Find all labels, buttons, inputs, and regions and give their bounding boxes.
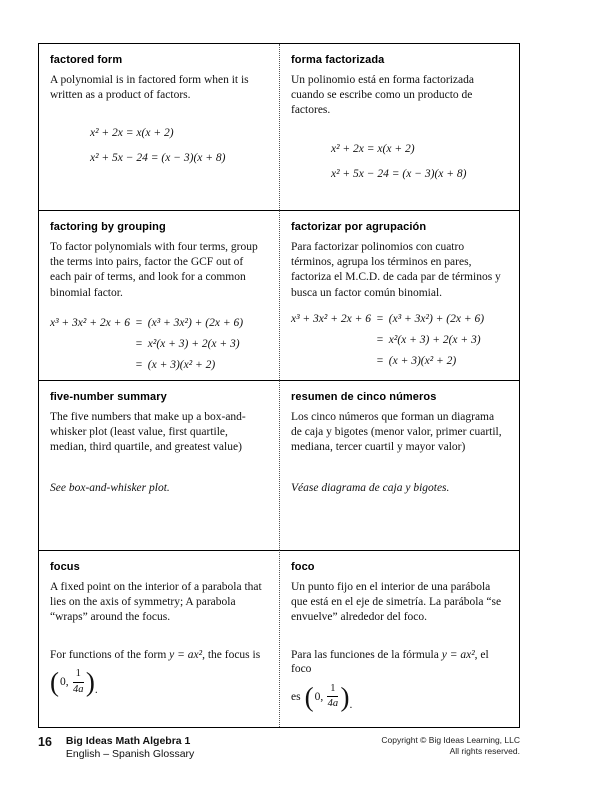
formula-math: y = ax² bbox=[441, 648, 475, 661]
close-paren: ) bbox=[85, 666, 95, 697]
definition-text: To factor polynomials with four terms, group the terms into pairs, factor the GCF out of each pair of terms, and look for a common binomial factor. bbox=[50, 241, 258, 299]
equals-sign: = bbox=[376, 333, 384, 346]
formula-sentence bbox=[291, 648, 507, 678]
equation-rhs: (x³ + 3x²) + (2x + 6) bbox=[147, 316, 244, 329]
cross-reference-note: Véase diagrama de caja y bigotes. bbox=[291, 481, 450, 494]
entry-resumen-cinco-numeros-es bbox=[279, 380, 519, 550]
entry-forma-factorizada-es bbox=[279, 44, 519, 210]
definition-text: Un punto fijo en el interior de una parábola que está en el eje de simetría. La parábola “se envuelve” alrededor del foco. bbox=[291, 581, 502, 624]
equation-rhs: x²(x + 3) + 2(x + 3) bbox=[147, 337, 240, 350]
cross-reference-note: See box-and-whisker plot. bbox=[50, 481, 170, 494]
definition-text: Para factorizar polinomios con cuatro términos, agrupa los términos en pares, factoriza el M.C.D. de cada par de términos y busca un factor común binomial. bbox=[291, 241, 501, 299]
term-heading: focus bbox=[50, 561, 80, 573]
equation-line: x² + 5x − 24 = (x − 3)(x + 8) bbox=[90, 152, 226, 165]
focus-point-expression bbox=[50, 668, 267, 695]
page-footer bbox=[38, 735, 520, 761]
footer-left bbox=[38, 735, 194, 761]
entry-factoring-by-grouping-en bbox=[39, 210, 279, 380]
equals-sign: = bbox=[135, 316, 143, 329]
formula-sentence-suffix: , el foco bbox=[291, 648, 489, 676]
book-title: Big Ideas Math Algebra 1 bbox=[65, 735, 191, 747]
footer-right bbox=[381, 735, 520, 757]
definition-text: A polynomial is in factored form when it is written as a product of factors. bbox=[50, 74, 249, 102]
copyright-line: Copyright © Big Ideas Learning, LLC bbox=[381, 735, 520, 745]
expression-lead-word: es bbox=[291, 690, 301, 703]
definition-text: A fixed point on the interior of a parabola that lies on the axis of symmetry; A parabola “wraps” around the focus. bbox=[50, 581, 262, 624]
entry-five-number-summary-en bbox=[39, 380, 279, 550]
formula-sentence bbox=[50, 648, 267, 663]
term-heading: forma factorizada bbox=[291, 54, 385, 66]
equals-sign: = bbox=[135, 358, 143, 371]
equation-rhs: x²(x + 3) + 2(x + 3) bbox=[388, 333, 481, 346]
glossary-table bbox=[38, 43, 520, 728]
sentence-period: . bbox=[349, 698, 353, 711]
equation-rhs: (x³ + 3x²) + (2x + 6) bbox=[388, 312, 485, 325]
fraction bbox=[327, 683, 338, 710]
equals-sign: = bbox=[376, 354, 384, 367]
equals-sign: = bbox=[135, 337, 143, 350]
entry-foco-es bbox=[279, 550, 519, 727]
entry-focus-en bbox=[39, 550, 279, 727]
entry-factorizar-por-agrupacion-es bbox=[279, 210, 519, 380]
fraction-numerator: 1 bbox=[73, 668, 84, 682]
equation-lhs: x³ + 3x² + 2x + 6 bbox=[50, 316, 130, 329]
fraction-denominator: 4a bbox=[327, 698, 339, 710]
fraction-denominator: 4a bbox=[73, 683, 84, 695]
open-paren: ( bbox=[50, 666, 59, 697]
derivation-steps bbox=[50, 317, 267, 371]
formula-sentence-prefix: For functions of the form bbox=[50, 648, 170, 661]
example-equations bbox=[331, 143, 507, 180]
sentence-period: . bbox=[94, 683, 98, 696]
formula-sentence-suffix: , the focus is bbox=[202, 648, 261, 661]
coordinate-zero: 0, bbox=[60, 676, 69, 689]
term-heading: resumen de cinco números bbox=[291, 391, 437, 403]
equation-lhs: x³ + 3x² + 2x + 6 bbox=[291, 312, 371, 325]
derivation-steps bbox=[291, 313, 507, 367]
close-paren: ) bbox=[340, 681, 350, 712]
definition-text: Un polinomio está en forma factorizada cuando se escribe como un producto de factores. bbox=[291, 74, 474, 117]
glossary-subtitle: English – Spanish Glossary bbox=[65, 748, 195, 761]
equation-rhs: (x + 3)(x² + 2) bbox=[388, 354, 457, 367]
equation-line: x² + 5x − 24 = (x − 3)(x + 8) bbox=[331, 167, 467, 180]
open-paren: ( bbox=[304, 681, 314, 712]
equation-line: x² + 2x = x(x + 2) bbox=[90, 127, 174, 140]
fraction bbox=[73, 668, 84, 695]
equation-line: x² + 2x = x(x + 2) bbox=[331, 142, 415, 155]
entry-factored-form-en bbox=[39, 44, 279, 210]
definition-text: The five numbers that make up a box-and-whisker plot (least value, first quartile, median, third quartile, and greatest value) bbox=[50, 411, 246, 454]
term-heading: factorizar por agrupación bbox=[291, 221, 427, 233]
definition-text: Los cinco números que forman un diagrama de caja y bigotes (menor valor, primer cuartil, mediana, tercer cuartil y mayor valor) bbox=[291, 411, 502, 454]
focus-point-expression bbox=[291, 683, 507, 710]
example-equations bbox=[90, 127, 267, 164]
term-heading: factoring by grouping bbox=[50, 221, 166, 233]
formula-math: y = ax² bbox=[169, 648, 203, 661]
term-heading: factored form bbox=[50, 54, 123, 66]
equation-rhs: (x + 3)(x² + 2) bbox=[147, 358, 216, 371]
coordinate-zero: 0, bbox=[314, 690, 324, 703]
fraction-numerator: 1 bbox=[327, 683, 338, 697]
equals-sign: = bbox=[376, 312, 384, 325]
term-heading: five-number summary bbox=[50, 391, 167, 403]
formula-sentence-prefix: Para las funciones de la fórmula bbox=[291, 648, 442, 661]
term-heading: foco bbox=[291, 561, 315, 573]
rights-line: All rights reserved. bbox=[449, 746, 520, 757]
page-number: 16 bbox=[38, 735, 52, 749]
